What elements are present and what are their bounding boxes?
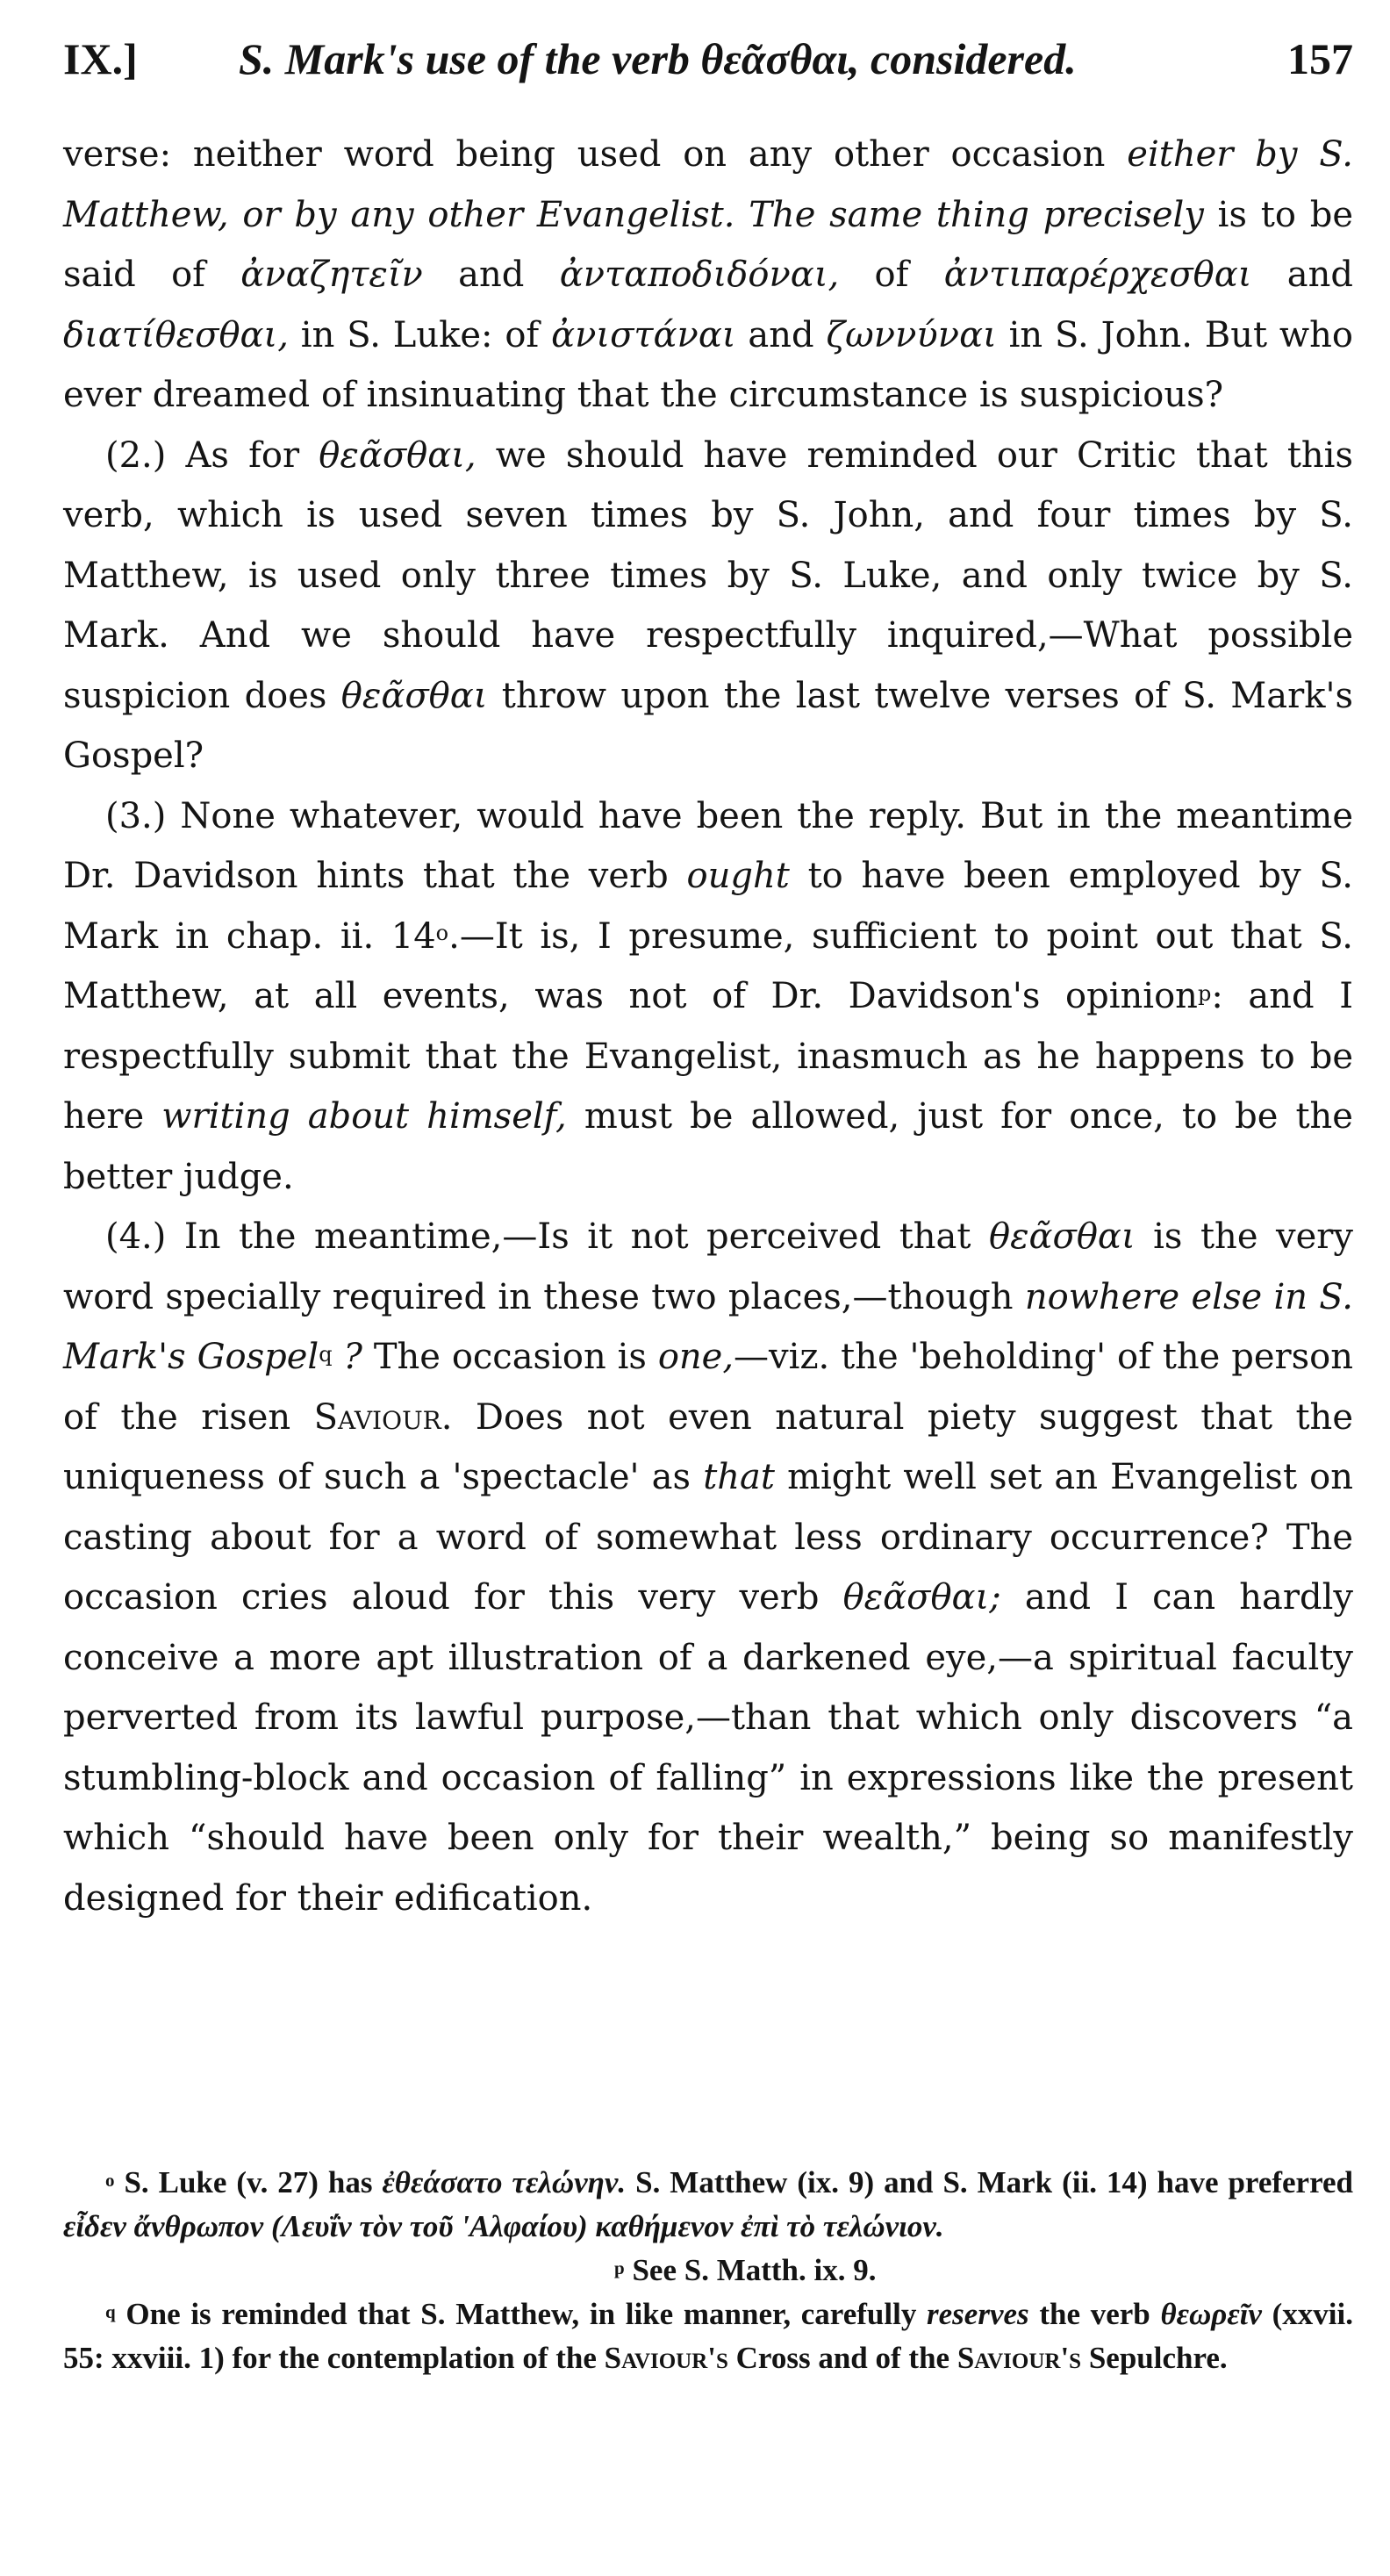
footnote-q: $^q$ One is reminded that S. Matthew, in like manner, carefully reserves the verb θεωρεῖν (xxvii. 55: xxviii. 1) for the contemplation of the Saviour's Cross and of the Saviour's Sepulchre.: [63, 2297, 1353, 2375]
footnote-mark: p: [614, 2257, 625, 2278]
paragraph-3: (3.) None whatever, would have been the reply. But in the meantime Dr. Davidson hints that the verb ought to have been employed by S. Mark in chap. ii. 14$^o$.—It is, I presume, sufficient to point out that S. Matthew, at all events, was not of Dr. Davidson's opinion$^p$: and I respectfully submit that the Evangelist, inasmuch as he happens to be here writing about himself, must be allowed, just for once, to be the better judge.: [63, 795, 1354, 1197]
paragraph-continuation: verse: neither word being used on any other occasion either by S. Matthew, or by any other Evangelist. The same thing precisely is to be said of ἀναζητεῖν and ἀνταποδιδόναι, of ἀντιπαρέρχεσθαι and διατίθεσθαι, in S. Luke: of ἀνιστάναι and ζωννύναι in S. John. But who ever dreamed of insinuating that the circumstance is suspicious?: [63, 134, 1354, 415]
running-title: S. Mark's use of the verb θεᾶσθαι, considered.: [239, 34, 1077, 83]
footnotes: [63, 2161, 1353, 2380]
footnote-ref-q: q: [319, 1341, 333, 1367]
paragraph-4: (4.) In the meantime,—Is it not perceived that θεᾶσθαι is the very word specially required in these two places,—though nowhere else in S. Mark's Gospel$^q$ ? The occasion is one,—viz. the 'beholding' of the person of the risen Saviour. Does not even natural piety suggest that the uniqueness of such a 'spectacle' as that might well set an Evangelist on casting about for a word of somewhat less ordinary occurrence? The occasion cries aloud for this very verb θεᾶσθαι; and I can hardly conceive a more apt illustration of a darkened eye,—a spiritual faculty perverted from its lawful purpose,—than that which only discovers “a stumbling-block and occasion of falling” in expressions like the present which “should have been only for their wealth,” being so manifestly designed for their edification.: [63, 1216, 1354, 1919]
footnote-ref-p: p: [1197, 980, 1212, 1006]
chapter-number: IX.]: [63, 34, 138, 83]
paragraph-2: (2.) As for θεᾶσθαι, we should have reminded our Critic that this verb, which is used seven times by S. John, and four times by S. Matthew, is used only three times by S. Luke, and only twice by S. Mark. And we should have respectfully inquired,—What possible suspicion does θεᾶσθαι throw upon the last twelve verses of S. Mark's Gospel?: [63, 434, 1353, 776]
main-text: [63, 125, 1353, 1928]
page-number: 157: [1287, 34, 1353, 83]
footnote-o: $^o$ S. Luke (v. 27) has ἐθεάσατο τελώνην. S. Matthew (ix. 9) and S. Mark (ii. 14) have preferred εἶδεν ἄνθρωπον (Λευΐν τὸν τοῦ 'Αλφαίου) καθήμενον ἐπὶ τὸ τελώνιον. $^p$ See S. Matth. ix. 9.: [63, 2161, 1353, 2293]
footnote-ref-o: o: [435, 921, 449, 946]
footnote-mark: o: [105, 2169, 115, 2191]
running-header: [63, 33, 1353, 104]
footnote-p: $^p$ See S. Matth. ix. 9.: [614, 2253, 877, 2287]
footnote-mark: q: [105, 2300, 116, 2322]
